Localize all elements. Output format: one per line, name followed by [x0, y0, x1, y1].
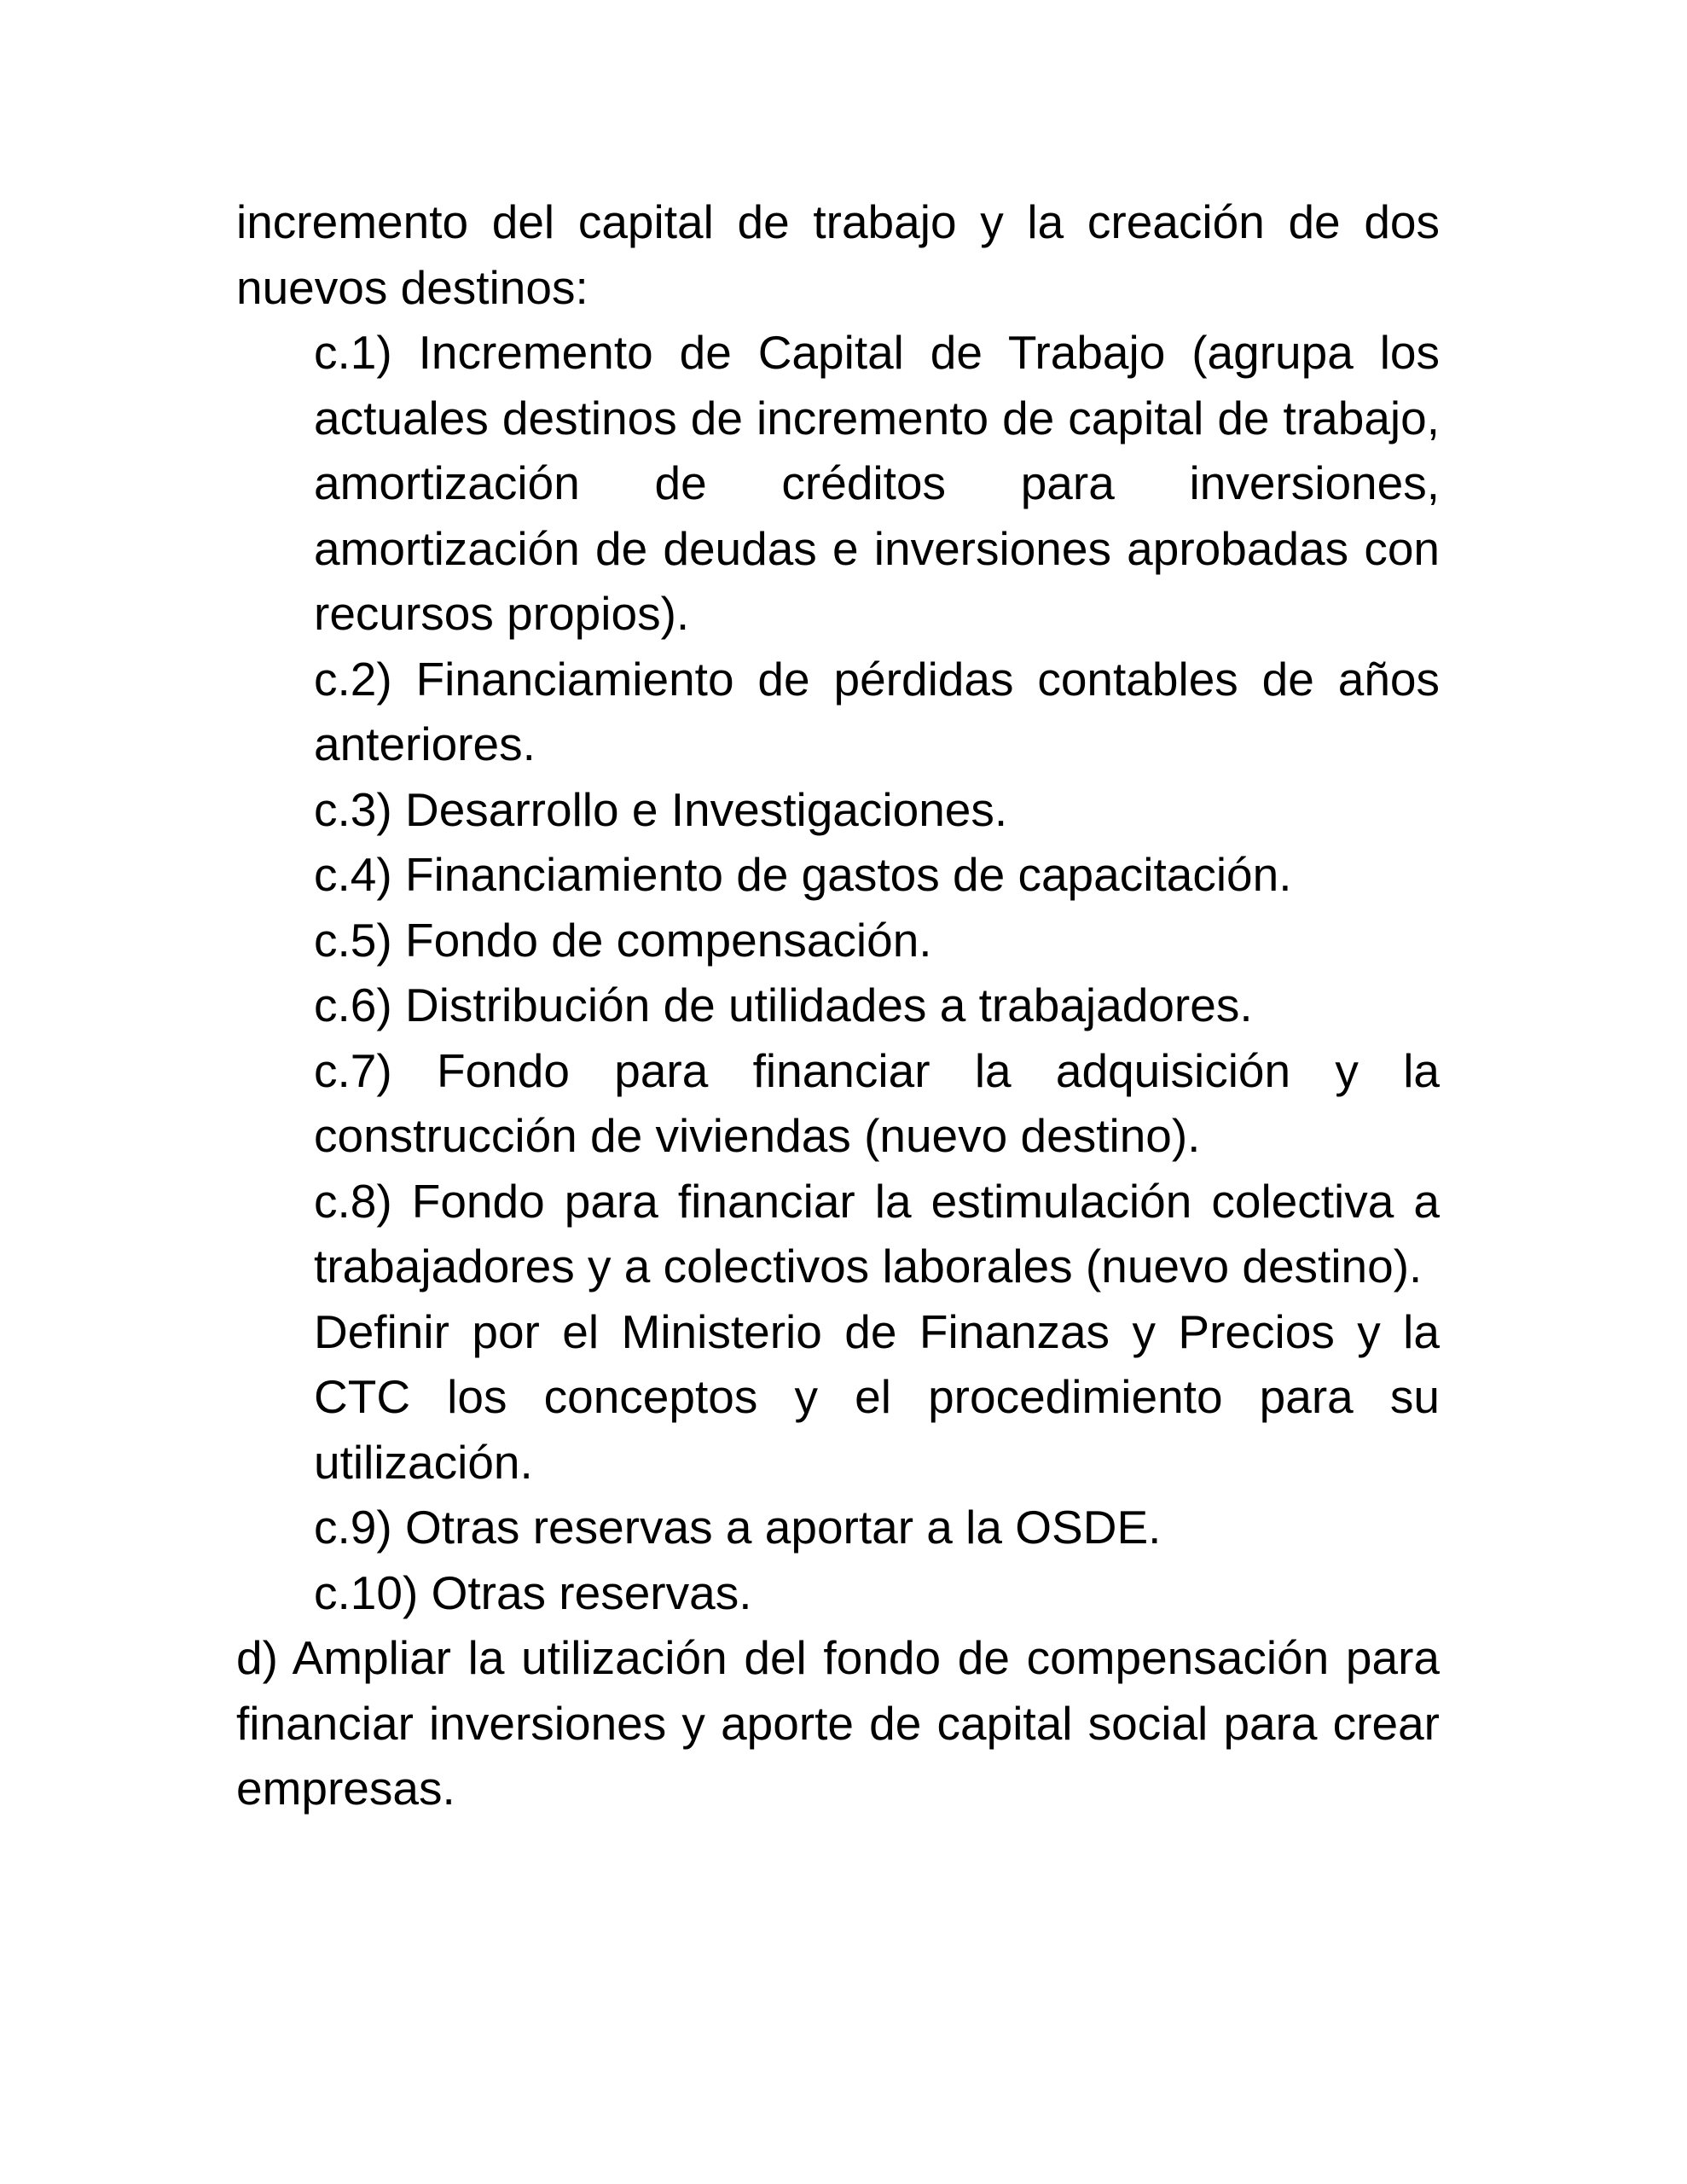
item-label: c.9)	[314, 1501, 392, 1554]
item-label: c.5)	[314, 913, 392, 967]
intro-paragraph: incremento del capital de trabajo y la creación de dos nuevos destinos:	[236, 195, 1440, 314]
item-text: Otras reservas.	[431, 1565, 752, 1619]
item-label: c.10)	[314, 1565, 419, 1619]
item-text: Otras reservas a aportar a la OSDE.	[404, 1501, 1162, 1554]
list-item-c9	[314, 1495, 1440, 1560]
item-text: Financiamiento de gastos de capacitación.	[404, 848, 1292, 901]
list-item-c5	[314, 908, 1440, 973]
item-label: d)	[236, 1631, 278, 1684]
list-item-c8	[314, 1169, 1440, 1299]
item-label: c.7)	[314, 1043, 392, 1097]
list-item-c10	[314, 1560, 1440, 1626]
item-text: Desarrollo e Investigaciones.	[404, 782, 1008, 836]
note-paragraph: Definir por el Ministerio de Finanzas y Precios y la CTC los conceptos y el procedimiento para su utilización.	[314, 1304, 1440, 1489]
list-item-c7	[314, 1038, 1440, 1169]
item-text: Fondo de compensación.	[404, 913, 932, 967]
point-d-paragraph	[236, 1625, 1440, 1821]
item-label: c.6)	[314, 979, 392, 1031]
item-label: c.2)	[314, 652, 392, 706]
list-item-c2	[314, 647, 1440, 777]
item-text: Distribución de utilidades a trabajadores.	[404, 979, 1253, 1031]
item-label: c.3)	[314, 782, 392, 836]
item-text: Fondo para financiar la adquisición y la construcción de viviendas (nuevo destino).	[314, 1043, 1441, 1162]
list-item-c6	[314, 973, 1440, 1038]
item-text: Ampliar la utilización del fondo de compensación para financiar inversiones y aporte de capital social para crear empresas.	[236, 1631, 1441, 1815]
item-text: Financiamiento de pérdidas contables de años anteriores.	[314, 652, 1440, 770]
item-text: Fondo para financiar la estimulación colectiva a trabajadores y a colectivos laborales (nuevo destino).	[314, 1174, 1440, 1292]
item-label: c.4)	[314, 848, 392, 901]
document-page	[236, 189, 1440, 1821]
item-label: c.8)	[314, 1174, 392, 1228]
list-item-c3	[314, 777, 1440, 843]
list-item-c4	[314, 842, 1440, 908]
item-text: Incremento de Capital de Trabajo (agrupa los actuales destinos de incremento de capital de trabajo, amortización de créditos para inversiones, amortización de deudas e inversiones aprobadas con recursos propios).	[314, 326, 1440, 640]
item-label: c.1)	[314, 326, 392, 379]
list-item-c1	[314, 320, 1440, 647]
